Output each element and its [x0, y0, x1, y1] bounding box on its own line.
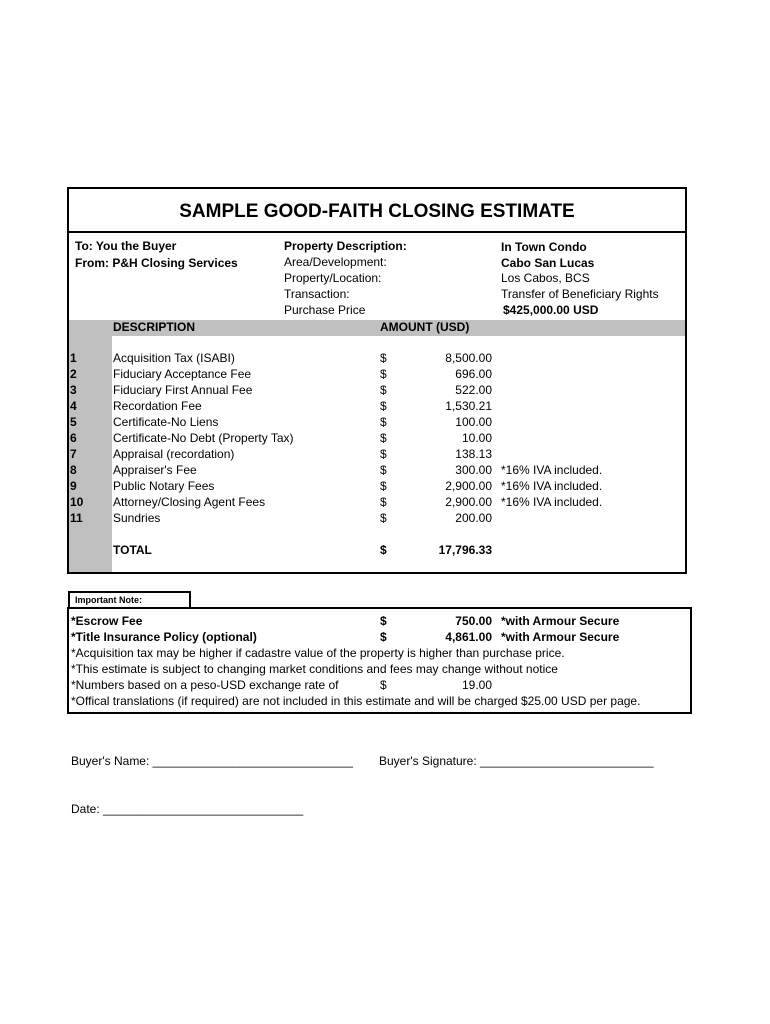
column-header-amount: AMOUNT (USD) — [380, 320, 470, 334]
property-label: Area/Development: — [284, 255, 387, 269]
to-line: To: You the Buyer — [75, 239, 177, 253]
item-description: Certificate-No Debt (Property Tax) — [113, 431, 294, 445]
escrow-fee-label: *Escrow Fee — [71, 614, 143, 628]
currency-symbol: $ — [380, 431, 387, 445]
item-amount: 200.00 — [455, 511, 492, 525]
item-number: 5 — [70, 415, 77, 429]
item-note: *16% IVA included. — [501, 463, 603, 477]
total-label: TOTAL — [113, 543, 152, 557]
item-amount: 696.00 — [455, 367, 492, 381]
item-number: 10 — [70, 495, 84, 509]
item-description: Sundries — [113, 511, 161, 525]
exchange-rate-label: *Numbers based on a peso-USD exchange rate of — [71, 678, 339, 692]
item-description: Attorney/Closing Agent Fees — [113, 495, 266, 509]
item-number: 4 — [70, 399, 77, 413]
item-amount: 1,530.21 — [445, 399, 492, 413]
exchange-rate-amount: 19.00 — [461, 678, 492, 692]
item-description: Recordation Fee — [113, 399, 202, 413]
item-description: Appraiser's Fee — [113, 463, 197, 477]
currency-symbol: $ — [380, 495, 387, 509]
column-header-description: DESCRIPTION — [113, 320, 196, 334]
item-amount: 2,900.00 — [445, 495, 492, 509]
currency-symbol: $ — [380, 367, 387, 381]
date-field[interactable]: Date: ______________________________ — [71, 802, 304, 816]
currency-symbol: $ — [380, 383, 387, 397]
item-description: Fiduciary First Annual Fee — [113, 383, 253, 397]
item-number: 1 — [70, 351, 77, 365]
title-insurance-note: *with Armour Secure — [501, 630, 620, 644]
market-conditions-note: *This estimate is subject to changing market conditions and fees may change without notice — [71, 662, 558, 676]
buyer-name-field[interactable]: Buyer's Name: ______________________________ — [71, 754, 353, 768]
item-amount: 300.00 — [455, 463, 492, 477]
item-number: 6 — [70, 431, 77, 445]
item-amount: 100.00 — [455, 415, 492, 429]
property-label: Property/Location: — [284, 271, 382, 285]
item-description: Appraisal (recordation) — [113, 447, 235, 461]
title-insurance-currency: $ — [380, 630, 387, 644]
escrow-fee-amount: 750.00 — [455, 614, 492, 628]
property-value: Los Cabos, BCS — [501, 271, 590, 285]
property-value: Cabo San Lucas — [501, 256, 595, 270]
from-line: From: P&H Closing Services — [75, 256, 238, 270]
important-note-tab — [68, 591, 191, 608]
item-description: Certificate-No Liens — [113, 415, 219, 429]
item-amount: 2,900.00 — [445, 479, 492, 493]
item-description: Fiduciary Acceptance Fee — [113, 367, 252, 381]
escrow-fee-currency: $ — [380, 614, 387, 628]
title-insurance-label: *Title Insurance Policy (optional) — [71, 630, 257, 644]
currency-symbol: $ — [380, 479, 387, 493]
item-number: 8 — [70, 463, 77, 477]
purchase-price-value: $425,000.00 USD — [503, 303, 599, 317]
item-amount: 8,500.00 — [445, 351, 492, 365]
title-insurance-amount: 4,861.00 — [445, 630, 492, 644]
currency-symbol: $ — [380, 415, 387, 429]
item-amount: 10.00 — [461, 431, 492, 445]
buyer-signature-field[interactable]: Buyer's Signature: __________________________ — [379, 754, 654, 768]
translation-note: *Offical translations (if required) are not included in this estimate and will be charged $25.00 USD per page. — [71, 694, 641, 708]
item-amount: 138.13 — [455, 447, 492, 461]
title-row — [69, 189, 685, 233]
property-label: Transaction: — [284, 287, 350, 301]
item-number: 2 — [70, 367, 77, 381]
item-note: *16% IVA included. — [501, 495, 603, 509]
property-value: In Town Condo — [501, 240, 587, 254]
property-label: Property Description: — [284, 239, 407, 253]
currency-symbol: $ — [380, 351, 387, 365]
currency-symbol: $ — [380, 447, 387, 461]
important-note-label: Important Note: — [75, 595, 142, 605]
item-number: 3 — [70, 383, 77, 397]
item-number: 9 — [70, 479, 77, 493]
document-title: SAMPLE GOOD-FAITH CLOSING ESTIMATE — [179, 201, 575, 222]
property-value: Transfer of Beneficiary Rights — [501, 287, 659, 301]
currency-symbol: $ — [380, 511, 387, 525]
item-number: 11 — [70, 511, 83, 525]
currency-symbol: $ — [380, 463, 387, 477]
total-amount: 17,796.33 — [438, 543, 492, 557]
escrow-fee-note: *with Armour Secure — [501, 614, 620, 628]
currency-symbol: $ — [380, 399, 387, 413]
item-number: 7 — [70, 447, 77, 461]
acquisition-tax-note: *Acquisition tax may be higher if cadastre value of the property is higher than purchase price. — [71, 646, 565, 660]
total-currency: $ — [380, 543, 387, 557]
property-label: Purchase Price — [284, 303, 366, 317]
item-description: Public Notary Fees — [113, 479, 215, 493]
item-note: *16% IVA included. — [501, 479, 603, 493]
item-description: Acquisition Tax (ISABI) — [113, 351, 235, 365]
item-amount: 522.00 — [455, 383, 492, 397]
exchange-rate-currency: $ — [380, 678, 387, 692]
